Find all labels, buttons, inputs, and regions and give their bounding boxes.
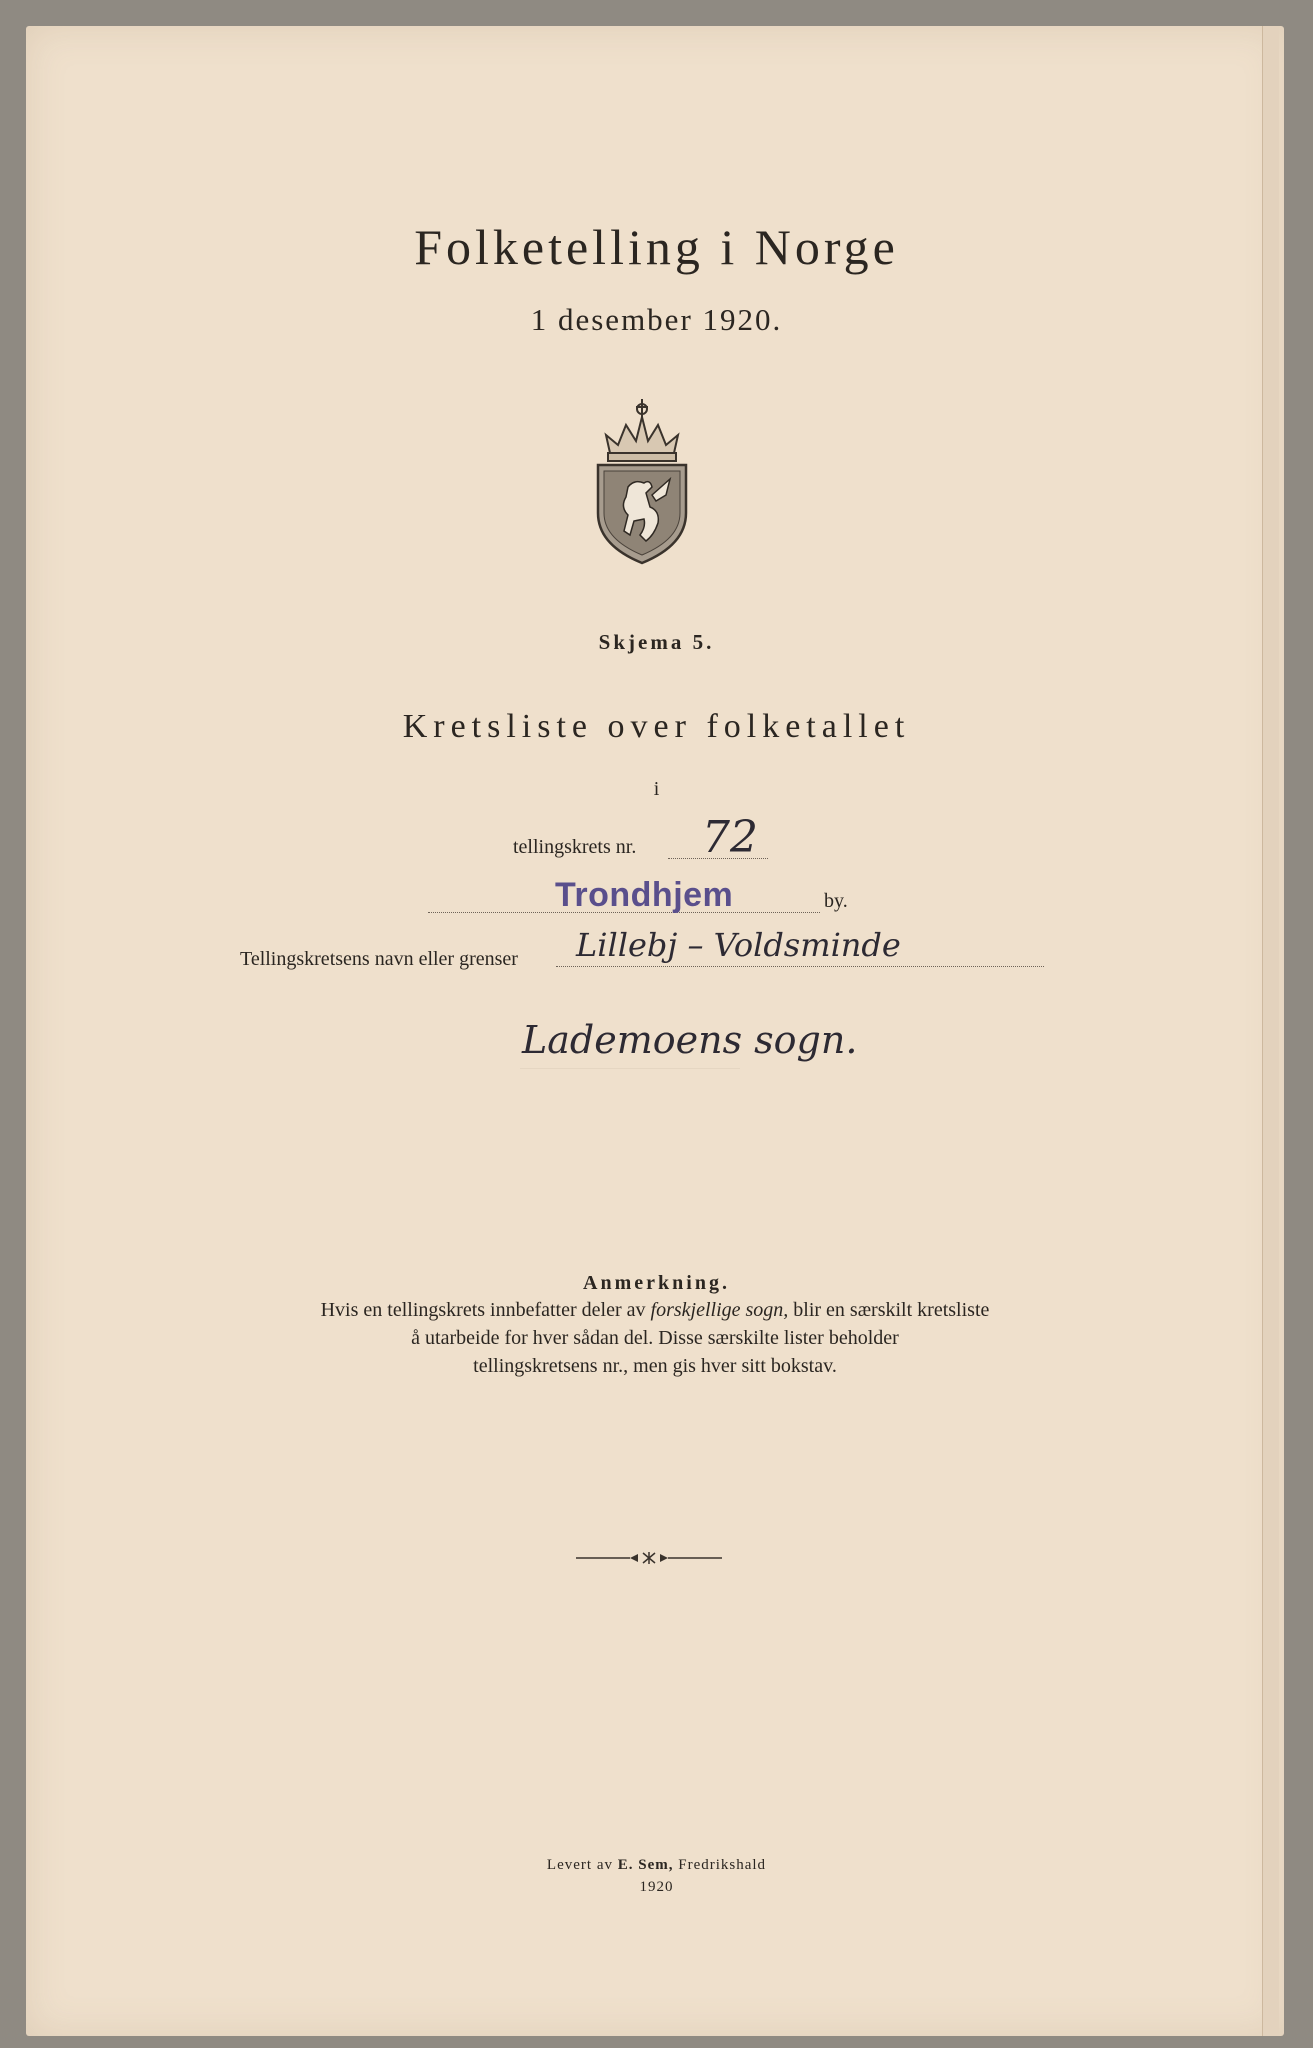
preposition: i (653, 778, 660, 800)
note-line-1-italic: forskjellige sogn, (650, 1299, 789, 1321)
note-heading: Anmerkning. (583, 1272, 730, 1294)
ornament-divider-icon (574, 1550, 724, 1566)
district-number: 72 (702, 812, 758, 863)
parish-value: Lademoens sogn. (522, 1018, 858, 1062)
city-stamp: Trondhjem (555, 876, 734, 914)
printer-credit (0, 1854, 1313, 1898)
parish-underline (520, 1068, 740, 1069)
names-line (556, 966, 1044, 967)
names-label: Tellingskretsens navn eller grenser (240, 948, 518, 970)
note-line-1 (200, 1296, 1110, 1324)
document-title: Folketelling i Norge (414, 219, 899, 275)
printer-line (0, 1854, 1313, 1876)
form-heading: Kretsliste over folketallet (402, 708, 911, 745)
names-value: Lillebj – Voldsminde (576, 926, 901, 964)
note-line-3: tellingskretsens nr., men gis hver sitt bokstav. (473, 1355, 837, 1377)
schema-label: Skjema 5. (598, 630, 715, 654)
city-suffix: by. (824, 890, 848, 912)
printer-post: Fredrikshald (678, 1857, 767, 1873)
printer-name: E. Sem, (617, 1857, 674, 1873)
printer-year: 1920 (639, 1879, 674, 1895)
district-label: tellingskrets nr. (513, 836, 637, 858)
printer-pre: Levert av (546, 1857, 613, 1873)
note-line-1-pre: Hvis en tellingskrets innbefatter deler av (320, 1299, 646, 1321)
document-date: 1 desember 1920. (530, 302, 783, 337)
note-line-2: å utarbeide for hver sådan del. Disse særskilte lister beholder (411, 1327, 899, 1349)
note-line-1-post: blir en særskilt kretsliste (793, 1299, 990, 1321)
note-text (200, 1296, 1110, 1380)
norwegian-coat-of-arms-icon (590, 395, 694, 565)
